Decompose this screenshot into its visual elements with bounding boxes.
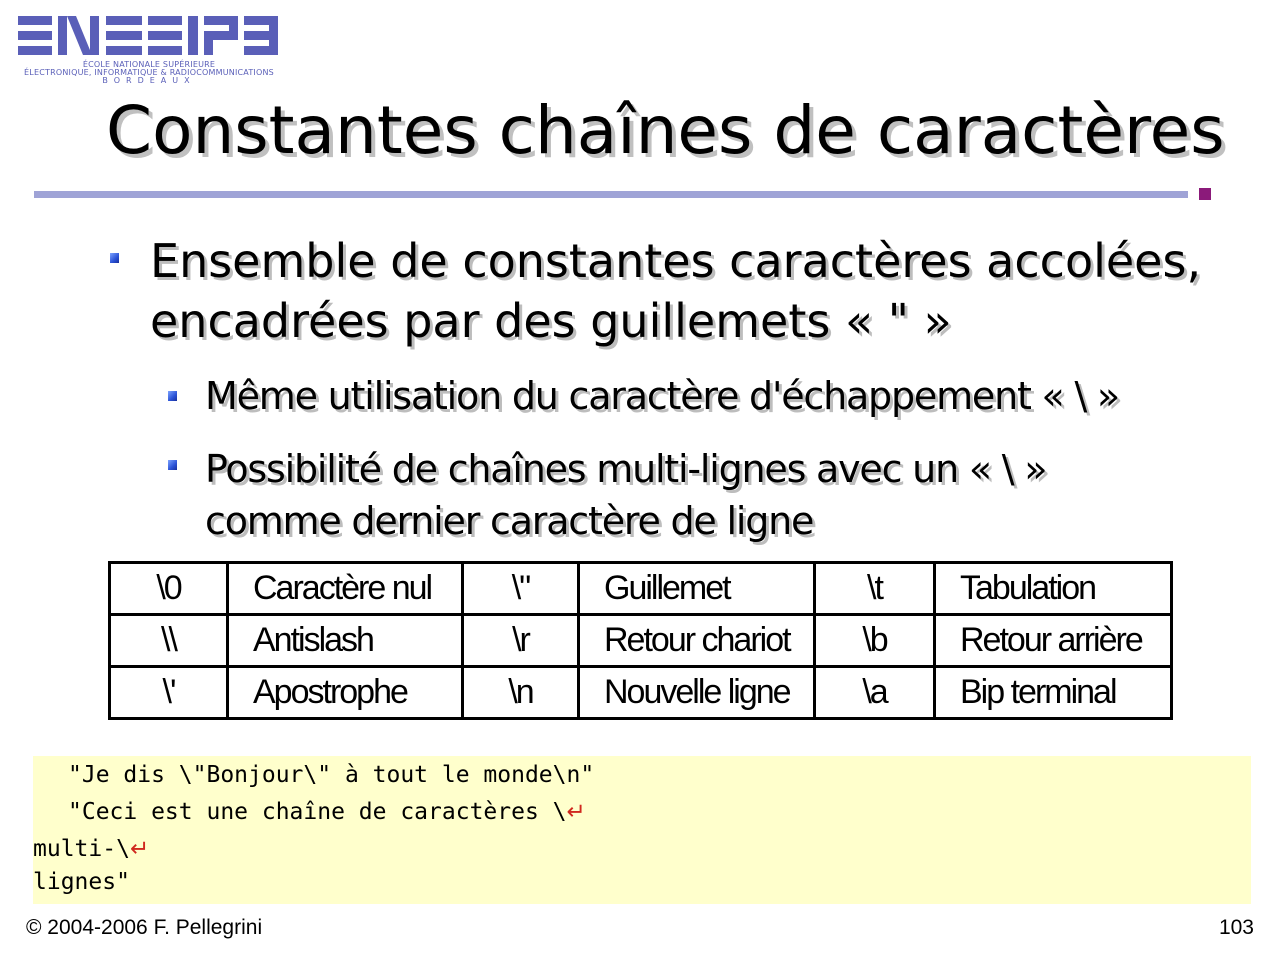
- bullet-square-icon: [168, 391, 177, 401]
- escape-sequence-table: [108, 561, 1173, 720]
- code-line-4: lignes": [33, 869, 130, 895]
- escape-description: Retour arrière: [935, 615, 1172, 667]
- return-arrow-icon: ↵: [129, 836, 150, 862]
- code-line-3: [33, 835, 149, 863]
- escape-code: \b: [815, 615, 935, 667]
- sub-bullet-escape: Même utilisation du caractère d'échappement « \ »: [205, 374, 1119, 418]
- table-row: [110, 615, 1172, 667]
- page-number: 103: [1218, 916, 1254, 939]
- code-line-2: [68, 798, 586, 826]
- bullet-square-icon: [168, 460, 177, 470]
- logo-school-fields: ÉLECTRONIQUE, INFORMATIQUE & RADIOCOMMUNICATIONS: [24, 68, 274, 77]
- title-rule: [34, 191, 1188, 198]
- escape-code: \": [463, 563, 579, 615]
- sub-bullet-multiline: [205, 443, 1046, 547]
- escape-description: Bip terminal: [935, 667, 1172, 719]
- escape-code: \r: [463, 615, 579, 667]
- enseirb-logo-mark: [18, 14, 280, 58]
- sub-bullet-multiline-line2: comme dernier caractère de ligne: [205, 499, 814, 543]
- escape-code: \a: [815, 667, 935, 719]
- sub-bullet-multiline-line1: Possibilité de chaînes multi-lignes avec un « \ »: [205, 447, 1047, 491]
- escape-code: \n: [463, 667, 579, 719]
- escape-description: Retour chariot: [579, 615, 815, 667]
- escape-code: \': [110, 667, 228, 719]
- bullet-main-line2: encadrées par des guillemets « " »: [150, 294, 952, 348]
- bullet-square-icon: [110, 253, 119, 263]
- bullet-main-line1: Ensemble de constantes caractères accolées,: [150, 234, 1202, 288]
- code-line-2-text: "Ceci est une chaîne de caractères \: [68, 799, 567, 825]
- escape-description: Caractère nul: [228, 563, 463, 615]
- slide-title: Constantes chaînes de caractères: [106, 92, 1225, 169]
- escape-code: \t: [815, 563, 935, 615]
- enseirb-logo: [18, 14, 280, 86]
- table-row: [110, 563, 1172, 615]
- escape-description: Apostrophe: [228, 667, 463, 719]
- code-example: [33, 756, 1251, 904]
- escape-description: Nouvelle ligne: [579, 667, 815, 719]
- title-rule-accent: [1199, 188, 1211, 200]
- return-arrow-icon: ↵: [566, 799, 586, 825]
- footer-copyright: © 2004-2006 F. Pellegrini: [26, 916, 263, 939]
- escape-description: Antislash: [228, 615, 463, 667]
- logo-school-name: ÉCOLE NATIONALE SUPÉRIEURE: [82, 60, 216, 69]
- table-row: [110, 667, 1172, 719]
- logo-city: BORDEAUX: [102, 76, 196, 85]
- bullet-main: [150, 231, 1201, 351]
- escape-code: \\: [110, 615, 228, 667]
- escape-description: Tabulation: [935, 563, 1172, 615]
- escape-description: Guillemet: [579, 563, 815, 615]
- code-line-1: "Je dis \"Bonjour\" à tout le monde\n": [68, 762, 595, 788]
- escape-code: \0: [110, 563, 228, 615]
- code-line-3-text: multi-\: [33, 836, 130, 862]
